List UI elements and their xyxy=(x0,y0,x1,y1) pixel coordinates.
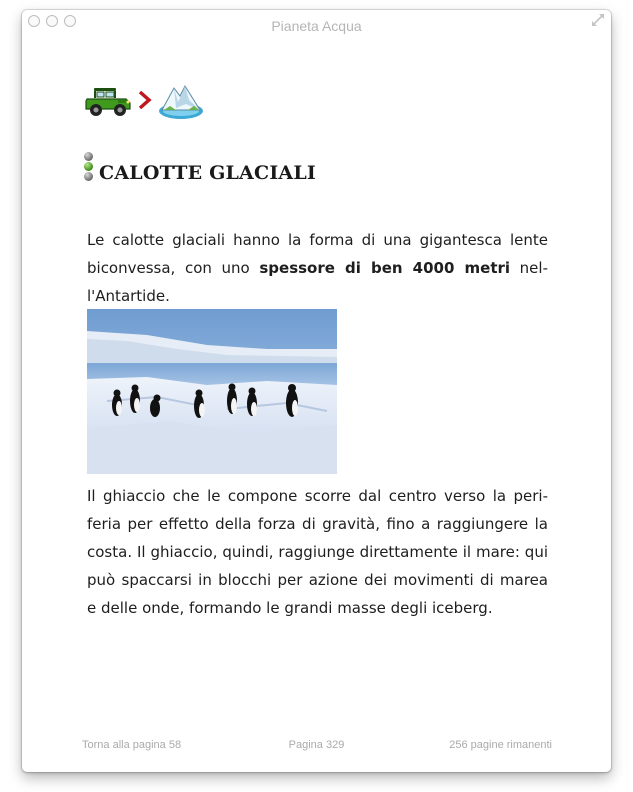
bullet-dot-active xyxy=(84,162,93,171)
jeep-icon[interactable] xyxy=(84,82,134,118)
paragraph-intro-bold: spessore di ben 4000 metri xyxy=(259,259,511,277)
section-title: CALOTTE GLACIALI xyxy=(99,162,316,184)
back-to-page-link[interactable]: Torna alla pagina 58 xyxy=(82,739,182,751)
glacier-icon[interactable] xyxy=(156,80,206,120)
breadcrumb xyxy=(84,80,206,120)
window-title: Pianeta Acqua xyxy=(271,18,362,34)
section-heading xyxy=(84,152,316,184)
paragraph-body: Il ghiaccio che le compone scorre dal centro verso la periferia per effetto della forza di gravità, fino a raggiungere la costa. Il ghiaccio, quindi, raggiunge direttamente il mare: qui può spaccarsi in blocchi per azione dei movimenti di marea e delle onde, formando le grandi masse degli iceberg. xyxy=(87,487,548,617)
paragraph-intro-text: Le calotte glaciali hanno la forma di una gigantesca lente biconvessa, con uno xyxy=(87,231,548,277)
pages-remaining: 256 pagine rimanenti xyxy=(449,739,552,751)
penguins-photo xyxy=(87,309,337,474)
chevron-right-icon xyxy=(138,90,152,110)
bullet-dot xyxy=(84,172,93,181)
fullscreen-icon[interactable] xyxy=(591,13,605,27)
heading-bullets xyxy=(84,152,93,181)
page-number: Pagina 329 xyxy=(288,739,345,751)
reader-window xyxy=(22,10,611,772)
bullet-dot xyxy=(84,152,93,161)
paragraph-intro-end: nell'Antartide. xyxy=(87,259,548,305)
paragraph-intro xyxy=(87,226,548,310)
